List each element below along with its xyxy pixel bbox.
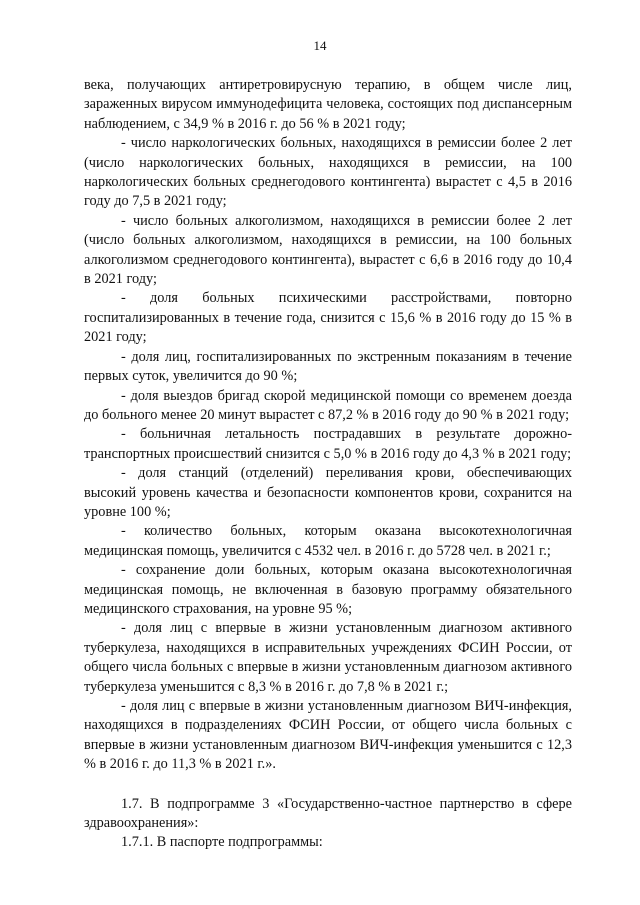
list-item: - доля лиц с впервые в жизни установленным диагнозом ВИЧ-инфекция, находящихся в подразделениях ФСИН России, от общего числа больных с впервые в жизни установленным диагнозом ВИЧ-инфекция уменьшится с 12,3 % в 2016 г. до 11,3 % в 2021 г.».: [84, 698, 572, 773]
list-item: - сохранение доли больных, которым оказана высокотехнологичная медицинская помощь, не включенная в базовую программу обязательного медицинского страхования, на уровне 95 %;: [84, 562, 572, 617]
list-item: - число наркологических больных, находящихся в ремиссии более 2 лет (число наркологических больных, находящихся в ремиссии, на 100 наркологических больных среднегодового контингента) вырастет с 4,5 в 2016 году до 7,5 в 2021 году;: [84, 135, 572, 210]
page-number: 14: [313, 38, 327, 53]
list-item: - доля лиц с впервые в жизни установленным диагнозом активного туберкулеза, находящихся в исправительных учреждениях ФСИН России, от общего числа больных с впервые в жизни установленным диагнозом активного туберкулеза уменьшится с 8,3 % в 2016 г. до 7,8 % в 2021 г.;: [84, 620, 572, 695]
list-item: - число больных алкоголизмом, находящихся в ремиссии более 2 лет (число больных алкоголизмом, находящихся в ремиссии, на 100 больных алкоголизмом среднегодового контингента), вырастет с 6,6 в 2016 году до 10,4 в 2021 году;: [84, 212, 572, 288]
list-item: - доля больных психическими расстройствами, повторно госпитализированных в течение года, снизится с 15,6 % в 2016 году до 15 % в 2021 году;: [84, 290, 572, 346]
list-item: - доля станций (отделений) переливания крови, обеспечивающих высокий уровень качества и безопасности компонентов крови, сохранится на уровне 100 %;: [84, 465, 572, 520]
paragraph-continuation: века, получающих антиретровирусную терапию, в общем числе лиц, зараженных вирусом иммунодефицита человека, состоящих под диспансерным наблюдением, с 34,9 % в 2016 г. до 56 % в 2021 году;: [84, 77, 572, 132]
subsection-heading: 1.7.1. В паспорте подпрограммы:: [121, 834, 323, 851]
list-item: - количество больных, которым оказана высокотехнологичная медицинская помощь, увеличится с 4532 чел. в 2016 г. до 5728 чел. в 2021 г.;: [84, 523, 572, 559]
list-item: - доля выездов бригад скорой медицинской помощи со временем доезда до больного менее 20 минут вырастет с 87,2 % в 2016 году до 90 % в 2021 году;: [84, 387, 572, 423]
document-body: [84, 76, 572, 853]
list-item: - больничная летальность пострадавших в результате дорожно-транспортных происшествий снизится с 5,0 % в 2016 году до 4,3 % в 2021 году;: [84, 426, 572, 462]
section-heading: 1.7. В подпрограмме 3 «Государственно-частное партнерство в сфере здравоохранения»:: [84, 795, 572, 832]
list-item: - доля лиц, госпитализированных по экстренным показаниям в течение первых суток, увеличится до 90 %;: [84, 348, 572, 385]
